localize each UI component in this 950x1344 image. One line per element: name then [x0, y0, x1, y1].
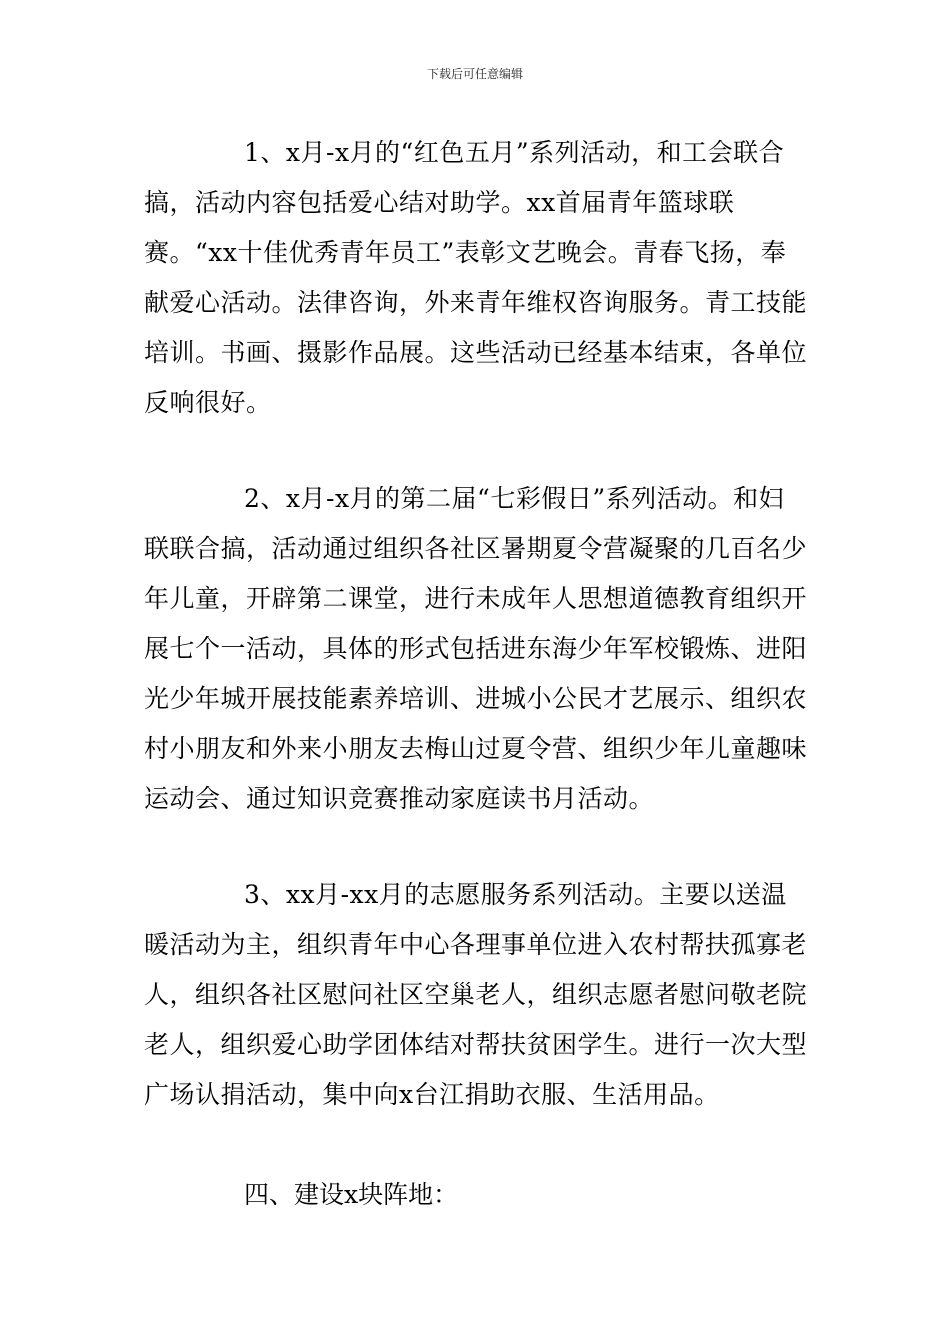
paragraph-volunteer-service-activities: 3、xx月-xx月的志愿服务系列活动。主要以送温暖活动为主，组织青年中心各理事单位进入农村帮扶孤寡老人，组织各社区慰问社区空巢老人，组织志愿者慰问敬老院老人，组织爱心助学团体结对帮扶贫困学生。进行一次大型广场认捐活动，集中向x台江捐助衣服、生活用品。 — [144, 880, 808, 1109]
page-header-note: 下载后可任意编辑 — [426, 67, 523, 81]
paragraph-colorful-holiday-activities: 2、x月-x月的第二届“七彩假日”系列活动。和妇联联合搞，活动通过组织各社区暑期夏令营凝聚的几百名少年儿童，开辟第二课堂，进行未成年人思想道德教育组织开展七个一活动，具体的形式包括进东海少年军校锻炼、进阳光少年城开展技能素养培训、进城小公民才艺展示、组织农村小朋友和外来小朋友去梅山过夏令营、组织少年儿童趣味运动会、通过知识竞赛推动家庭读书月活动。 — [144, 484, 808, 813]
paragraph-red-may-activities: 1、x月-x月的“红色五月”系列活动，和工会联合搞，活动内容包括爱心结对助学。xx首届青年篮球联赛。“xx十佳优秀青年员工”表彰文艺晚会。青春飞扬，奉献爱心活动。法律咨询，外来青年维权咨询服务。青工技能培训。书画、摄影作品展。这些活动已经基本结束，各单位反响很好。 — [144, 138, 808, 417]
section-heading: 四、建设x块阵地： — [244, 1180, 459, 1209]
